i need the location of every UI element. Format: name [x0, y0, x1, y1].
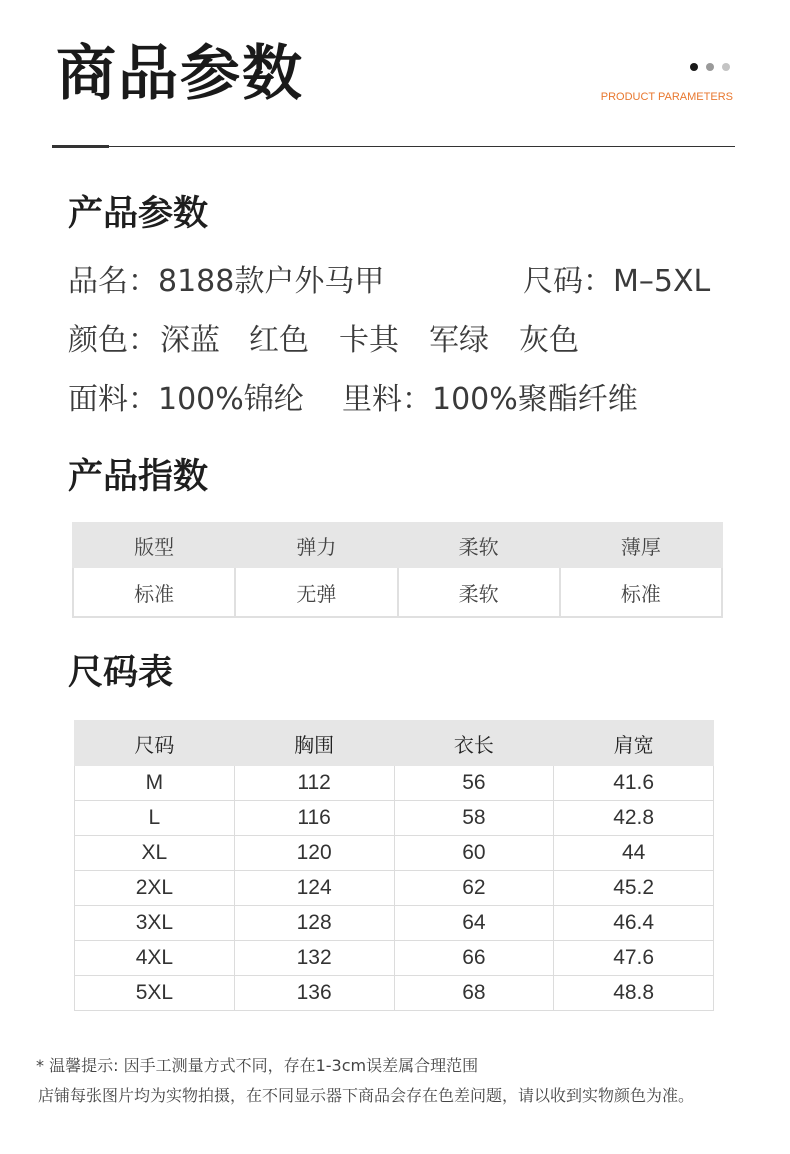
dot-icon: [706, 63, 714, 71]
param-color-value: 深蓝: [160, 323, 220, 358]
param-fabric-label: 面料：: [68, 382, 158, 417]
size-header-cell: 尺码: [75, 721, 235, 766]
param-color-value: 灰色: [519, 323, 579, 358]
length-cell: 56: [394, 766, 554, 801]
length-cell: 62: [394, 871, 554, 906]
size-header-cell: 肩宽: [554, 721, 714, 766]
size-header-cell: 胸围: [234, 721, 394, 766]
param-name: [68, 262, 384, 302]
chest-cell: 128: [234, 906, 394, 941]
section-title-index: 产品指数: [68, 457, 209, 497]
shoulder-cell: 46.4: [554, 906, 714, 941]
color-difference-note: 店铺每张图片均为实物拍摄，在不同显示器下商品会存在色差问题，请以收到实物颜色为准。: [38, 1086, 695, 1105]
table-row: [75, 836, 714, 871]
index-header-cell: 弹力: [235, 523, 397, 567]
length-cell: 68: [394, 976, 554, 1011]
shoulder-cell: 48.8: [554, 976, 714, 1011]
table-row: [75, 871, 714, 906]
page-title: 商品参数: [56, 39, 304, 109]
index-header-cell: 柔软: [398, 523, 560, 567]
section-title-size-chart: 尺码表: [68, 653, 174, 693]
chest-cell: 116: [234, 801, 394, 836]
table-row: [75, 801, 714, 836]
param-size-label: 尺码：: [523, 264, 613, 299]
index-value-cell: 标准: [73, 567, 235, 617]
param-color-value: 卡其: [339, 323, 399, 358]
chest-cell: 120: [234, 836, 394, 871]
param-color-label: 颜色：: [68, 323, 158, 358]
pagination-dots: [690, 63, 730, 71]
chest-cell: 136: [234, 976, 394, 1011]
dot-active-icon: [690, 63, 698, 71]
param-size-value: M–5XL: [613, 264, 711, 299]
page-subtitle: PRODUCT PARAMETERS: [600, 91, 733, 103]
size-cell: 4XL: [75, 941, 235, 976]
header-divider: [52, 146, 735, 147]
dot-icon: [722, 63, 730, 71]
shoulder-cell: 42.8: [554, 801, 714, 836]
section-title-params: 产品参数: [68, 194, 209, 234]
param-color-value: 军绿: [429, 323, 489, 358]
length-cell: 66: [394, 941, 554, 976]
measurement-note: * 温馨提示: 因手工测量方式不同，存在1-3cm误差属合理范围: [36, 1056, 479, 1075]
index-value-cell: 无弹: [235, 567, 397, 617]
size-cell: 5XL: [75, 976, 235, 1011]
param-fabric: [68, 380, 304, 420]
table-row: [75, 906, 714, 941]
size-cell: 3XL: [75, 906, 235, 941]
table-row: [75, 976, 714, 1011]
index-header-cell: 薄厚: [560, 523, 722, 567]
length-cell: 60: [394, 836, 554, 871]
shoulder-cell: 45.2: [554, 871, 714, 906]
header-divider-accent: [52, 145, 109, 148]
param-size: [523, 262, 710, 302]
index-table: [72, 522, 723, 618]
chest-cell: 112: [234, 766, 394, 801]
size-table: [74, 720, 714, 1011]
param-lining: [342, 380, 638, 420]
table-row: [75, 766, 714, 801]
shoulder-cell: 47.6: [554, 941, 714, 976]
param-fabric-value: 100%锦纶: [158, 382, 304, 417]
param-lining-label: 里料：: [342, 382, 432, 417]
index-value-row: [73, 567, 722, 617]
param-name-label: 品名：: [68, 264, 158, 299]
size-cell: 2XL: [75, 871, 235, 906]
shoulder-cell: 44: [554, 836, 714, 871]
size-cell: M: [75, 766, 235, 801]
size-header-row: [75, 721, 714, 766]
size-cell: XL: [75, 836, 235, 871]
index-header-cell: 版型: [73, 523, 235, 567]
length-cell: 58: [394, 801, 554, 836]
index-value-cell: 柔软: [398, 567, 560, 617]
param-color-value: 红色: [249, 323, 309, 358]
length-cell: 64: [394, 906, 554, 941]
table-row: [75, 941, 714, 976]
shoulder-cell: 41.6: [554, 766, 714, 801]
index-value-cell: 标准: [560, 567, 722, 617]
param-name-value: 8188款户外马甲: [158, 264, 385, 299]
size-cell: L: [75, 801, 235, 836]
param-lining-value: 100%聚酯纤维: [432, 382, 638, 417]
size-header-cell: 衣长: [394, 721, 554, 766]
chest-cell: 124: [234, 871, 394, 906]
index-header-row: [73, 523, 722, 567]
chest-cell: 132: [234, 941, 394, 976]
